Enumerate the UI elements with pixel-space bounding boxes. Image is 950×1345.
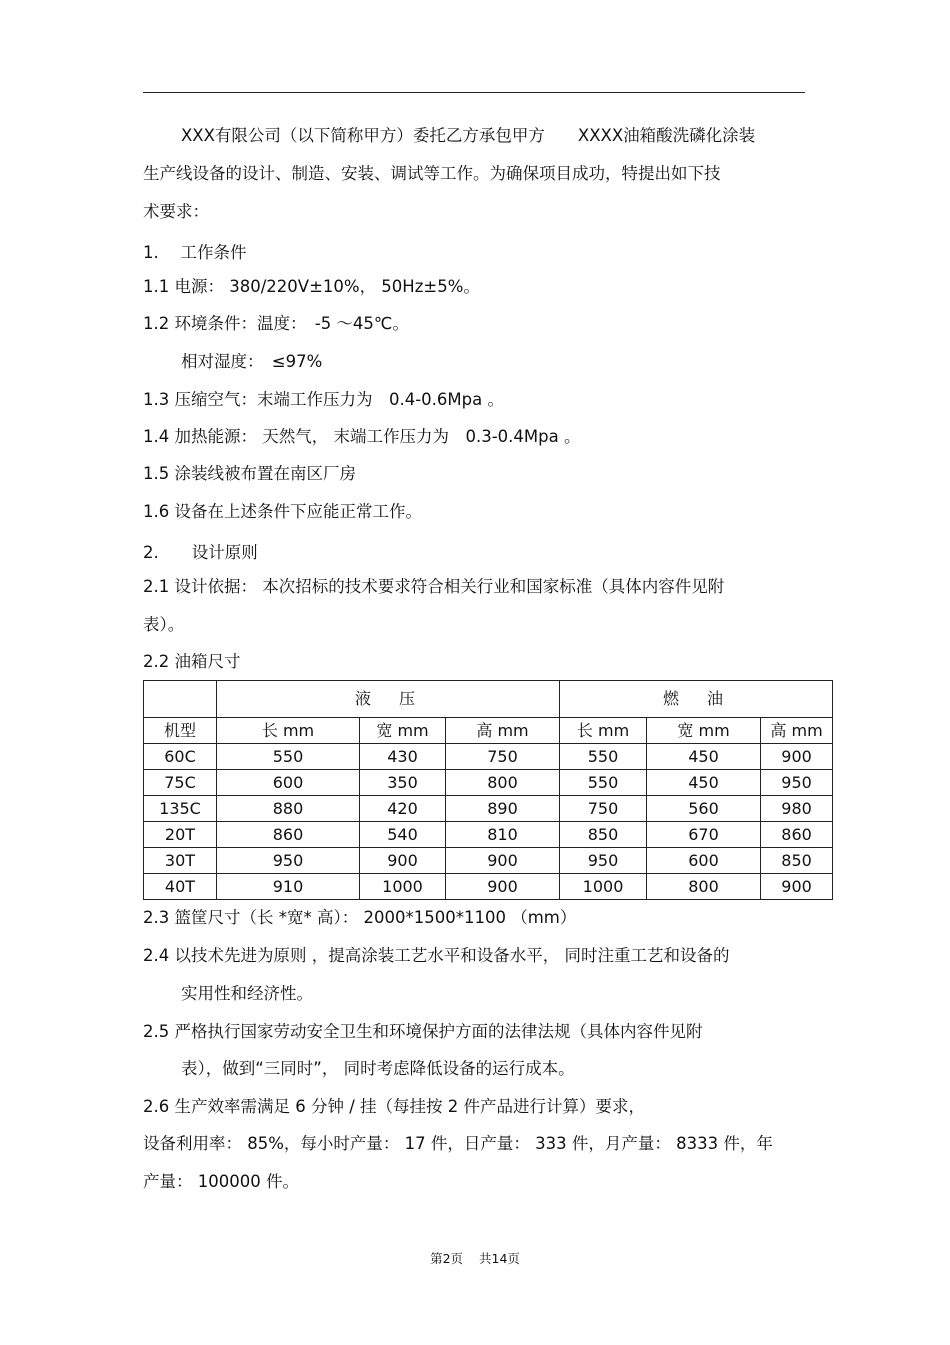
table-cell: 450: [647, 744, 761, 770]
table-cell: 430: [360, 744, 446, 770]
item-2-4-line-2: 实用性和经济性。: [181, 984, 313, 1003]
table-cell: 60C: [144, 744, 217, 770]
table-cell: 800: [446, 770, 560, 796]
item-1-4: 1.4 加热能源： 天然气， 末端工作压力为 0.3-0.4Mpa 。: [143, 427, 581, 446]
table-cell: 860: [217, 822, 360, 848]
item-2-5-line-2: 表），做到“三同时”， 同时考虑降低设备的运行成本。: [181, 1059, 575, 1078]
item-1-2: 1.2 环境条件：温度： -5 ～45℃。: [143, 314, 409, 333]
table-row: [144, 822, 833, 848]
tank-size-table: [143, 680, 833, 900]
table-cell: 950: [761, 770, 833, 796]
table-cell: 30T: [144, 848, 217, 874]
table-row: [144, 770, 833, 796]
item-1-5: 1.5 涂装线被布置在南区厂房: [143, 464, 356, 483]
header-rule: [143, 92, 805, 93]
table-cell: 750: [560, 796, 647, 822]
intro-line-3: 术要求：: [143, 202, 209, 221]
col-header-model: 机型: [144, 718, 217, 744]
item-2-5-line-1: 2.5 严格执行国家劳动安全卫生和环境保护方面的法律法规（具体内容件见附: [143, 1022, 703, 1041]
group-hydraulic: 液 压: [217, 681, 560, 718]
table-cell: 900: [360, 848, 446, 874]
table-cell: 950: [560, 848, 647, 874]
intro-line-2: 生产线设备的设计、制造、安装、调试等工作。为确保项目成功，特提出如下技: [143, 164, 721, 183]
table-cell: 810: [446, 822, 560, 848]
page-total: 共14页: [479, 1251, 520, 1266]
table-cell: 560: [647, 796, 761, 822]
table-cell: 850: [761, 848, 833, 874]
col-header-hyd-width: 宽 mm: [360, 718, 446, 744]
group-fuel: 燃 油: [560, 681, 833, 718]
table-cell: 980: [761, 796, 833, 822]
table-cell: 850: [560, 822, 647, 848]
col-header-fuel-height: 高 mm: [761, 718, 833, 744]
table-cell: 450: [647, 770, 761, 796]
table-cell: 900: [446, 848, 560, 874]
table-cell: 420: [360, 796, 446, 822]
table-row: [144, 848, 833, 874]
table-cell: 670: [647, 822, 761, 848]
table-cell: 880: [217, 796, 360, 822]
section-2-title: 2. 设计原则: [143, 543, 258, 562]
col-header-fuel-length: 长 mm: [560, 718, 647, 744]
table-cell: 540: [360, 822, 446, 848]
table-cell: 900: [446, 874, 560, 900]
item-2-4-line-1: 2.4 以技术先进为原则 ，提高涂装工艺水平和设备水平， 同时注重工艺和设备的: [143, 946, 730, 965]
col-header-hyd-height: 高 mm: [446, 718, 560, 744]
item-2-6-line-2: 设备利用率： 85%，每小时产量： 17 件，日产量： 333 件，月产量： 8333 件，年: [143, 1134, 773, 1153]
table-cell: 600: [217, 770, 360, 796]
col-header-fuel-width: 宽 mm: [647, 718, 761, 744]
item-1-3: 1.3 压缩空气：末端工作压力为 0.4-0.6Mpa 。: [143, 390, 504, 409]
intro-line-1: XXX有限公司（以下简称甲方）委托乙方承包甲方 XXXX油箱酸洗磷化涂装: [181, 126, 756, 145]
table-cell: 20T: [144, 822, 217, 848]
table-row: [144, 796, 833, 822]
table-cell: 600: [647, 848, 761, 874]
item-2-6-line-3: 产量： 100000 件。: [143, 1172, 299, 1191]
table-cell: 900: [761, 874, 833, 900]
table-cell: 550: [560, 770, 647, 796]
table-cell: 750: [446, 744, 560, 770]
section-1-title: 1. 工作条件: [143, 243, 247, 262]
table-cell: 950: [217, 848, 360, 874]
col-header-hyd-length: 长 mm: [217, 718, 360, 744]
table-cell: 800: [647, 874, 761, 900]
table-cell: 890: [446, 796, 560, 822]
item-2-1-line-2: 表）。: [143, 615, 185, 634]
page-number: 第2页: [430, 1251, 464, 1266]
item-1-1: 1.1 电源： 380/220V±10%， 50Hz±5%。: [143, 277, 480, 296]
item-2-3: 2.3 篮筐尺寸（长 *宽* 高）： 2000*1500*1100 （mm）: [143, 908, 577, 927]
item-1-6: 1.6 设备在上述条件下应能正常工作。: [143, 502, 422, 521]
table-corner-cell: [144, 681, 217, 718]
table-cell: 910: [217, 874, 360, 900]
table-cell: 860: [761, 822, 833, 848]
table-cell: 40T: [144, 874, 217, 900]
table-cell: 350: [360, 770, 446, 796]
table-header-row: [144, 718, 833, 744]
table-cell: 900: [761, 744, 833, 770]
table-cell: 550: [560, 744, 647, 770]
item-2-1-line-1: 2.1 设计依据： 本次招标的技术要求符合相关行业和国家标准（具体内容件见附: [143, 577, 725, 596]
table-row: [144, 744, 833, 770]
item-1-2-humidity: 相对湿度： ≤97%: [181, 352, 323, 371]
table-cell: 1000: [360, 874, 446, 900]
item-2-6-line-1: 2.6 生产效率需满足 6 分钟 / 挂（每挂按 2 件产品进行计算）要求，: [143, 1097, 646, 1116]
table-row: [144, 874, 833, 900]
page-footer: [0, 1249, 950, 1267]
table-cell: 75C: [144, 770, 217, 796]
table-cell: 550: [217, 744, 360, 770]
item-2-2: 2.2 油箱尺寸: [143, 652, 241, 671]
table-cell: 135C: [144, 796, 217, 822]
table-cell: 1000: [560, 874, 647, 900]
table-group-header-row: [144, 681, 833, 718]
